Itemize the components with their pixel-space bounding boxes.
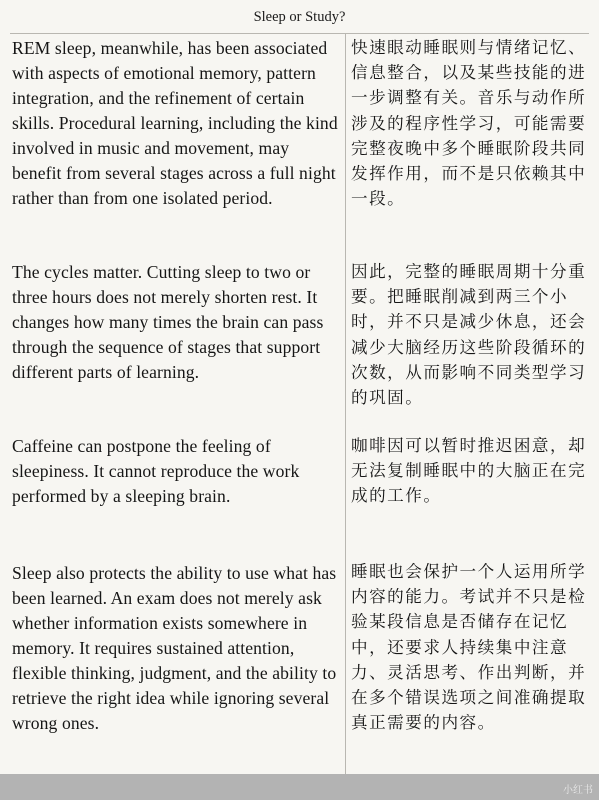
column-divider	[345, 34, 346, 774]
header-divider	[10, 33, 589, 34]
english-paragraph-1: REM sleep, meanwhile, has been associated with aspects of emotional memory, pattern integration, and the refinement of certain skills. Procedural learning, including the kind involved in music and movement, may benefit from several stages across a full night rather than from one isolated period.	[12, 38, 338, 208]
english-paragraph-2: The cycles matter. Cutting sleep to two or three hours does not merely shorten rest. It changes how many times the brain can pass through the sequence of stages that support different parts of learning.	[12, 262, 324, 382]
english-paragraph-4: Sleep also protects the ability to use what has been learned. An exam does not merely ask whether information exists somewhere in memory. It requires sustained attention, flexible thinking, judgment, and the ability to retrieve the right idea while ignoring several wrong ones.	[12, 563, 337, 733]
chinese-paragraph-3: 咖啡因可以暂时推迟困意，却无法复制睡眠中的大脑正在完成的工作。	[351, 436, 587, 506]
chinese-paragraph-4: 睡眠也会保护一个人运用所学内容的能力。考试并不只是检验某段信息是否储存在记忆中，还要求人持续集中注意力、灵活思考、作出判断，并在多个错误选项之间准确提取真正需要的内容。	[351, 562, 587, 733]
watermark-logo: 小红书	[563, 785, 593, 796]
chinese-paragraph-2: 因此，完整的睡眠周期十分重要。把睡眠削减到两三个小时，并不只是减少休息，还会减少大脑经历这些阶段循环的次数，从而影响不同类型学习的巩固。	[351, 262, 587, 408]
page-header-title: Sleep or Study?	[253, 9, 346, 25]
english-paragraph-3: Caffeine can postpone the feeling of sleepiness. It cannot reproduce the work performed by a sleeping brain.	[12, 436, 300, 506]
chinese-paragraph-1: 快速眼动睡眠则与情绪记忆、信息整合，以及某些技能的进一步调整有关。音乐与动作所涉及的程序性学习，可能需要完整夜晚中多个睡眠阶段共同发挥作用，而不是只依赖其中一段。	[351, 38, 587, 209]
bottom-bar	[0, 774, 599, 800]
